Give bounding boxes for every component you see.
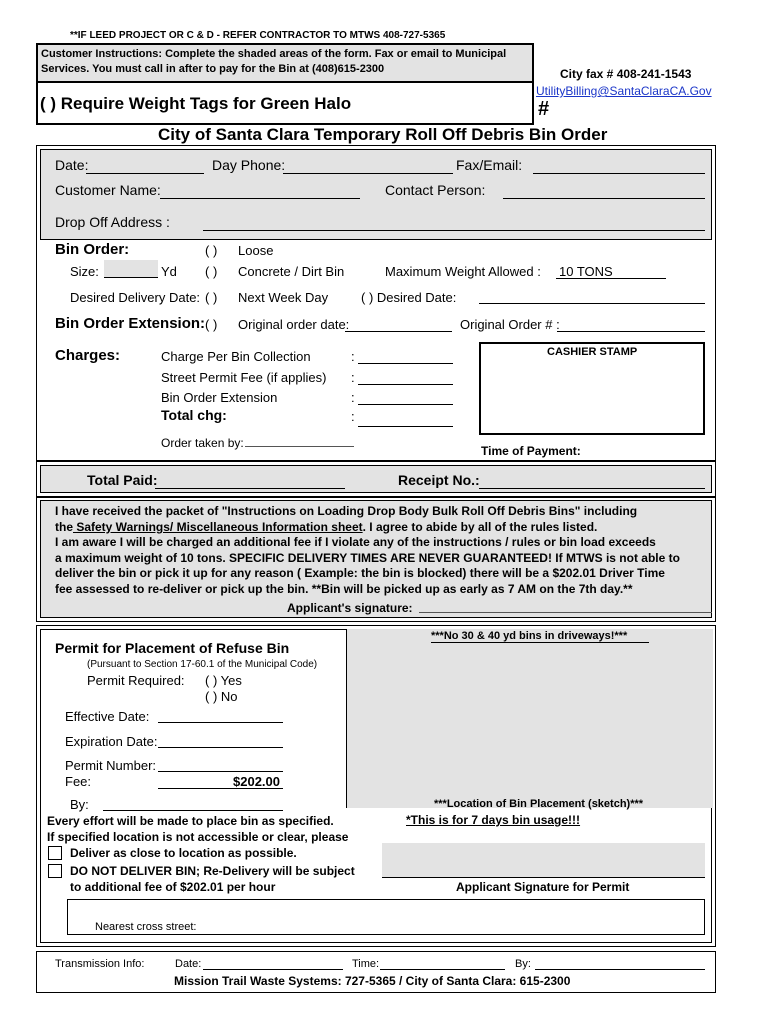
weight-tags-option[interactable]: ( ) Require Weight Tags for Green Halo <box>40 94 352 113</box>
total-paid-field[interactable] <box>155 488 345 489</box>
safety-warnings-link[interactable]: Safety Warnings/ Miscellaneous Information sheet <box>73 520 363 534</box>
bin-order-heading: Bin Order: <box>55 241 130 258</box>
agreement-line-1: I have received the packet of "Instructions on Loading Drop Body Bulk Roll Off Debris Bins" including <box>55 504 638 518</box>
loose-checkbox[interactable]: ( ) <box>205 243 218 258</box>
expiration-date-field[interactable] <box>158 747 283 748</box>
concrete-checkbox[interactable]: ( ) <box>205 264 218 279</box>
charges-heading: Charges: <box>55 347 121 364</box>
customer-name-label: Customer Name: <box>55 182 161 198</box>
agreement-line-6: fee assessed to re-deliver or pick up the bin. **Bin will be picked up as early as 7 AM on the 7th day.** <box>55 582 633 596</box>
charge-per-bin-label: Charge Per Bin Collection <box>161 349 311 364</box>
yd-label: Yd <box>161 264 177 279</box>
time-of-payment-label: Time of Payment: <box>481 444 581 458</box>
charge-colon: : <box>351 349 355 364</box>
agreement-line-2-suffix: . I agree to abide by all of the rules listed. <box>362 520 598 534</box>
loose-label: Loose <box>238 243 274 258</box>
permit-number-label: Permit Number: <box>65 758 157 773</box>
deliver-close-checkbox[interactable] <box>48 846 62 860</box>
fax-email-field[interactable] <box>533 173 705 174</box>
agreement-line-2-prefix: the <box>55 520 73 534</box>
customer-name-field[interactable] <box>160 198 360 199</box>
nearest-cross-label: Nearest cross street: <box>95 921 197 933</box>
fee-value: $202.00 <box>233 774 280 789</box>
permit-required-label: Permit Required: <box>87 673 185 688</box>
concrete-label: Concrete / Dirt Bin <box>238 264 345 279</box>
agreement-line-2 <box>55 520 597 534</box>
effort-line-2: If specified location is not accessible or clear, please <box>47 830 349 844</box>
agreement-line-3: I am aware I will be charged an additional fee if I violate any of the instructions / rules or bin load exceeds <box>55 535 656 549</box>
permit-heading: Permit for Placement of Refuse Bin <box>55 640 290 656</box>
do-not-deliver-label: DO NOT DELIVER BIN; Re-Delivery will be subject <box>70 864 355 878</box>
no-bins-underline <box>431 642 649 643</box>
desired-delivery-label: Desired Delivery Date: <box>70 290 201 305</box>
effort-line-1: Every effort will be made to place bin as specified. <box>47 814 334 828</box>
total-charge-label: Total chg: <box>161 407 227 423</box>
transmission-date-field[interactable] <box>203 969 343 970</box>
applicant-signature-label: Applicant's signature: <box>287 601 413 615</box>
date-field[interactable] <box>86 173 204 174</box>
footer-contacts: Mission Trail Waste Systems: 727-5365 / City of Santa Clara: 615-2300 <box>174 974 571 988</box>
date-label: Date: <box>55 157 89 173</box>
bin-extension-charge-field[interactable] <box>358 404 453 405</box>
by-label: By: <box>70 797 89 812</box>
agreement-line-5: deliver the bin or pick it up for any reason ( Example: the bin is blocked) there will be a $202.01 Driver Time <box>55 566 665 580</box>
size-field[interactable] <box>104 260 158 278</box>
transmission-time-field[interactable] <box>380 969 505 970</box>
max-weight-value: 10 TONS <box>559 264 613 279</box>
total-paid-label: Total Paid: <box>87 472 158 488</box>
day-phone-field[interactable] <box>283 173 453 174</box>
original-order-num-label: Original Order # : <box>460 317 560 332</box>
receipt-no-label: Receipt No.: <box>398 472 480 488</box>
order-taken-label: Order taken by: <box>161 436 244 450</box>
seven-days-notice <box>406 813 580 827</box>
effective-date-field[interactable] <box>158 722 283 723</box>
city-fax: City fax # 408-241-1543 <box>560 67 692 81</box>
pursuant-note: (Pursuant to Section 17-60.1 of the Municipal Code) <box>87 659 318 670</box>
transmission-by-label: By: <box>515 958 531 970</box>
no-bins-driveways-notice: ***No 30 & 40 yd bins in driveways!*** <box>431 630 628 642</box>
street-permit-label: Street Permit Fee (if applies) <box>161 370 327 385</box>
total-charge-field[interactable] <box>358 426 453 427</box>
transmission-by-field[interactable] <box>535 969 705 970</box>
page-title: City of Santa Clara Temporary Roll Off Debris Bin Order <box>158 125 608 144</box>
drop-off-label: Drop Off Address : <box>55 214 170 230</box>
customer-instructions: Customer Instructions: Complete the shaded areas of the form. Fax or email to Municipal Services. You must call in after to pay for the Bin at (408)615-2300 <box>41 48 507 75</box>
cashier-stamp-label: CASHIER STAMP <box>547 346 638 358</box>
total-colon: : <box>351 409 355 424</box>
deliver-close-label: Deliver as close to location as possible. <box>70 846 297 860</box>
expiration-date-label: Expiration Date: <box>65 734 158 749</box>
bin-extension-charge-label: Bin Order Extension <box>161 390 278 405</box>
do-not-deliver-checkbox[interactable] <box>48 864 62 878</box>
permit-shaded-sketch <box>346 629 713 808</box>
charge-colon: : <box>351 370 355 385</box>
original-order-num-field[interactable] <box>557 331 705 332</box>
order-taken-field[interactable] <box>245 446 354 447</box>
next-week-label: Next Week Day <box>238 290 329 305</box>
receipt-no-field[interactable] <box>479 488 705 489</box>
bin-extension-heading: Bin Order Extension: <box>55 315 206 332</box>
desired-date-field[interactable] <box>479 303 705 304</box>
permit-number-field[interactable] <box>158 771 283 772</box>
email-link[interactable] <box>536 84 712 98</box>
transmission-time-label: Time: <box>352 958 380 970</box>
next-week-checkbox[interactable]: ( ) <box>205 290 218 305</box>
original-order-date-field[interactable] <box>345 331 452 332</box>
contact-person-field[interactable] <box>503 198 705 199</box>
hash-mark: # <box>538 98 550 120</box>
charge-per-bin-field[interactable] <box>358 363 453 364</box>
leed-notice: **IF LEED PROJECT OR C & D - REFER CONTRACTOR TO MTWS 408-727-5365 <box>70 30 446 41</box>
fax-email-label: Fax/Email: <box>456 157 523 173</box>
extension-checkbox[interactable]: ( ) <box>205 317 218 332</box>
email-link-text[interactable]: UtilityBilling@SantaClaraCA.Gov <box>536 84 712 98</box>
drop-off-field[interactable] <box>203 230 705 231</box>
applicant-permit-signature-field[interactable] <box>382 843 705 878</box>
by-field[interactable] <box>103 810 283 811</box>
max-weight-underline <box>556 278 666 279</box>
location-sketch-label: ***Location of Bin Placement (sketch)*** <box>434 798 644 810</box>
applicant-permit-signature-label: Applicant Signature for Permit <box>456 880 630 894</box>
street-permit-field[interactable] <box>358 384 453 385</box>
applicant-signature-field[interactable] <box>419 612 712 613</box>
permit-yes-option[interactable]: ( ) Yes <box>205 673 242 688</box>
fee-underline <box>158 788 283 789</box>
contact-person-label: Contact Person: <box>385 182 486 198</box>
transmission-label: Transmission Info: <box>55 958 145 970</box>
transmission-date-label: Date: <box>175 958 202 970</box>
effective-date-label: Effective Date: <box>65 709 150 724</box>
customer-instructions-box <box>36 43 534 83</box>
agreement-line-4: a maximum weight of 10 tons. SPECIFIC DELIVERY TIMES ARE NEVER GUARANTEED! If MTWS is not able to <box>55 551 680 565</box>
permit-no-option[interactable]: ( ) No <box>205 689 238 704</box>
charge-colon: : <box>351 390 355 405</box>
seven-days-text: *This is for 7 days bin usage!!! <box>406 813 581 827</box>
size-label: Size: <box>70 264 99 279</box>
original-order-date-label: Original order date: <box>238 317 350 332</box>
day-phone-label: Day Phone: <box>212 157 286 173</box>
fee-label: Fee: <box>65 774 92 789</box>
max-weight-label: Maximum Weight Allowed : <box>385 264 541 279</box>
desired-date-option[interactable]: ( ) Desired Date: <box>361 290 457 305</box>
do-not-deliver-label-cont: to additional fee of $202.01 per hour <box>70 880 276 894</box>
